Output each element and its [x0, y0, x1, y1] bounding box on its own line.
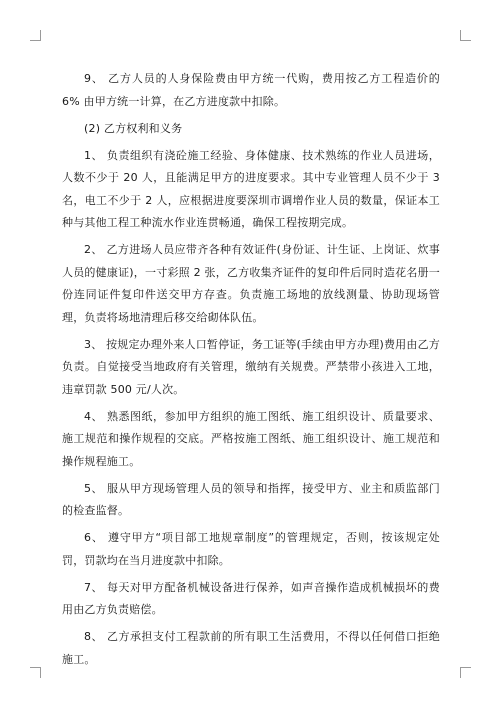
section-heading-rights-obligations: (2) 乙方权利和义务 — [84, 121, 183, 135]
clause-4-drawings: 4、 熟悉图纸，参加甲方组织的施工图纸、施工组织设计、质量要求、施工规范和操作规程的交底。严格按施工图纸、施工组织设计、施工规范和操作规程施工。 — [62, 409, 440, 468]
clause-8-living-costs: 8、 乙方承担支付工程款前的所有职工生活费用，不得以任何借口拒绝施工。 — [62, 630, 440, 666]
clause-3-permits: 3、 按规定办理外来人口暂停证，务工证等(手续由甲方办理)费用由乙方负责。自觉接受当地政府有关管理，缴纳有关规费。严禁带小孩进入工地，违章罚款 500 元/人次。 — [62, 337, 440, 396]
crop-mark-bottom-left — [30, 667, 41, 678]
clause-1-personnel: 1、 负责组织有浇砼施工经验、身体健康、技术熟练的作业人员进场，人数不少于 20 人，且能满足甲方的进度要求。其中专业管理人员不少于 3 名，电工不少于 2 人，应根据进度要深圳市调增作业人员的数量，保证本工种与其他工程工种流水作业连贯畅通，确保工程按期完成。 — [62, 148, 440, 229]
crop-mark-top-left — [30, 30, 41, 41]
clause-7-equipment: 7、 每天对甲方配备机械设备进行保养，如声音操作造成机械损坏的费用由乙方负责赔偿。 — [62, 580, 440, 616]
crop-mark-top-right — [460, 30, 471, 41]
document-body — [62, 68, 440, 676]
clause-9-insurance: 9、 乙方人员的人身保险费由甲方统一代购，费用按乙方工程造价的 6% 由甲方统一计算，在乙方进度款中扣除。 — [62, 72, 440, 108]
clause-2-documents: 2、 乙方进场人员应带齐各种有效证件(身份证、计生证、上岗证、炊事人员的健康证)，一寸彩照 2 张，乙方收集齐证件的复印件后同时造花名册一份连同证件复印件送交甲方存查。负责施工场地的放线测量、协助现场管理，负责将场地清理后移交给砌体队伍。 — [62, 243, 440, 324]
crop-mark-bottom-right — [460, 667, 471, 678]
clause-6-regulations: 6、 遵守甲方“项目部工地规章制度”的管理规定，否则，按该规定处罚，罚款均在当月进度款中扣除。 — [62, 531, 440, 567]
clause-5-supervision: 5、 服从甲方现场管理人员的领导和指挥，接受甲方、业主和质监部门的检查监督。 — [62, 481, 440, 517]
